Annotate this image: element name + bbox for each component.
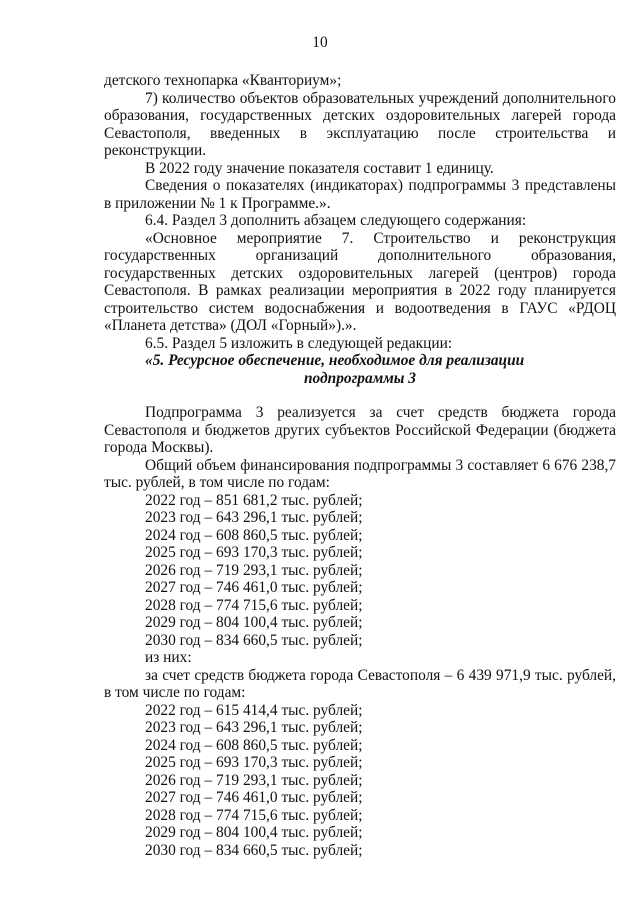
list-item: 2024 год – 608 860,5 тыс. рублей; <box>145 736 363 754</box>
document-body <box>104 72 616 859</box>
list-item: 2029 год – 804 100,4 тыс. рублей; <box>145 824 363 841</box>
section-heading-line2: подпрограммы 3 <box>303 369 417 387</box>
paragraph-section-6-5: 6.5. Раздел 5 изложить в следующей редакции: <box>145 334 453 352</box>
paragraph-main-event-7: «Основное мероприятие 7. Строительство и реконструкция государственных организаций дополнительного образования, государственных детских оздоровительных лагерей (центров) города Севастополя. В рамках реализации мероприятия в 2022 году планируется строительство систем водоснабжения и водоотведения в ГАУС «РДОЦ «Планета детства» (ДОЛ «Горный»).». <box>104 229 616 334</box>
paragraph-indicators-info: Сведения о показателях (индикаторах) подпрограммы 3 представлены в приложении № 1 к Программе.». <box>104 177 616 212</box>
section-heading-line1: «5. Ресурсное обеспечение, необходимое для реализации <box>145 352 525 369</box>
paragraph-technopark: детского технопарка «Кванториум»; <box>104 72 342 89</box>
list-item: 2028 год – 774 715,6 тыс. рублей; <box>145 806 363 824</box>
list-item: 2028 год – 774 715,6 тыс. рублей; <box>145 596 363 614</box>
paragraph-section-6-4: 6.4. Раздел 3 дополнить абзацем следующего содержания: <box>145 212 527 229</box>
list-item: 2027 год – 746 461,0 тыс. рублей; <box>145 789 363 806</box>
total-funding-by-year-list <box>104 492 616 650</box>
spacer <box>104 387 616 404</box>
sevastopol-funding-by-year-list <box>104 702 616 860</box>
list-item: 2030 год – 834 660,5 тыс. рублей; <box>145 841 363 859</box>
paragraph-item-7: 7) количество объектов образовательных учреждений дополнительного образования, государственных детских оздоровительных лагерей города Севастополя, введенных в эксплуатацию после строительства и реконструкции. <box>104 89 616 159</box>
list-item: 2026 год – 719 293,1 тыс. рублей; <box>145 771 363 789</box>
list-item: 2027 год – 746 461,0 тыс. рублей; <box>145 579 363 596</box>
list-item: 2026 год – 719 293,1 тыс. рублей; <box>145 561 363 579</box>
paragraph-of-which: из них: <box>145 649 192 666</box>
paragraph-funding-sources: Подпрограмма 3 реализуется за счет средств бюджета города Севастополя и бюджетов других субъектов Российской Федерации (бюджета города Москвы). <box>104 404 616 456</box>
list-item: 2022 год – 615 414,4 тыс. рублей; <box>145 701 363 719</box>
list-item: 2024 год – 608 860,5 тыс. рублей; <box>145 526 363 544</box>
list-item: 2022 год – 851 681,2 тыс. рублей; <box>145 491 363 509</box>
paragraph-sevastopol-budget: за счет средств бюджета города Севастополя – 6 439 971,9 тыс. рублей, в том числе по годам: <box>104 666 616 701</box>
list-item: 2023 год – 643 296,1 тыс. рублей; <box>145 509 363 526</box>
list-item: 2023 год – 643 296,1 тыс. рублей; <box>145 719 363 736</box>
page-number: 10 <box>312 34 328 51</box>
list-item: 2030 год – 834 660,5 тыс. рублей; <box>145 631 363 649</box>
list-item: 2029 год – 804 100,4 тыс. рублей; <box>145 614 363 631</box>
paragraph-indicator-value: В 2022 году значение показателя составит 1 единицу. <box>145 159 494 177</box>
list-item: 2025 год – 693 170,3 тыс. рублей; <box>145 754 363 771</box>
paragraph-total-funding: Общий объем финансирования подпрограммы 3 составляет 6 676 238,7 тыс. рублей, в том числе по годам: <box>104 456 616 491</box>
list-item: 2025 год – 693 170,3 тыс. рублей; <box>145 544 363 561</box>
